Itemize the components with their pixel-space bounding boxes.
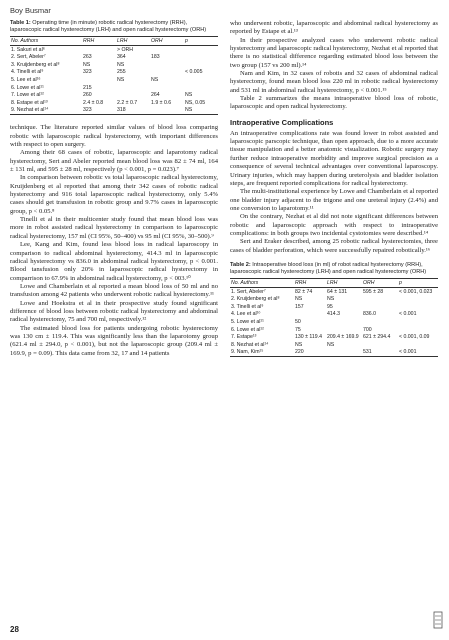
table-cell: 323 (83, 69, 92, 76)
table-cell: 595 ± 28 (363, 288, 384, 295)
table-cell: 7. Lowe et al¹² (11, 92, 44, 99)
table-cell: 2.2 ± 0.7 (117, 99, 138, 106)
paragraph: Lee, Kang and Kim, found less blood loss in radical laparoscopy in comparison to radical abdominal hysterectomy, 414.3 ml in laparoscopic radical hysterectomy vs 836.0 in abdominal radical hysterectomy, p < 0.001. Blood tansfusion only 20% in laparoscopic radical hysterectomy in comparrison to 67.9% in abdominal radical hysterectomy, p < 003.¹⁰ (10, 241, 218, 282)
table-cell (362, 341, 398, 349)
column-header: ORH (150, 37, 184, 46)
table-cell: < 0.001, 0.09 (399, 334, 430, 341)
table2-caption-label: Table 2: (230, 261, 251, 268)
table-cell: 4. Lee et al¹⁰ (231, 311, 261, 318)
table-cell: 5. Lee et al¹⁶ (11, 76, 41, 83)
paragraph: technique. The literature reported similar values of blood loss comparing robotic with laparoscopic radical hysterectomy, with important differences with respect to open surgery. (10, 124, 218, 149)
table-row (230, 311, 438, 319)
table-row (10, 69, 218, 77)
paragraph: Among their 68 cases of robotic, laparoscopic and laparotomy radical hysterectomy, Sert and Abeler reported mean blood loss was 82 ± 74 ml, 164 ± 131 ml, and 595 ± 28 ml, respectively (p < 0.001, p = 0.023).⁷ (10, 149, 218, 174)
paragraph: Nam and Kim, in 32 cases of robotis and 32 cases of abdominal radical hysterectomy, found mean blood loss 220 ml in robotic radical hysterectomy and 531 ml in abdominal radical hysterectomy, p < 0.001.¹⁵ (230, 70, 438, 94)
table-cell: NS (151, 76, 159, 83)
table-row (230, 303, 438, 311)
table1-caption-text: Operating time (in minute) robotic radical hysterectomy (RRH), laparoscopic radical hysterectomy (LRH) and open radical hysterectomy (ORH) (10, 20, 207, 33)
paragraph: An intraoperative complications rate was found lower in robot assisted and laparoscopic parscopic technique, than open approach, due to a more accurate tissue manipulation and a better anatomic visualization. Robotic surgery may further reduce intraoperative morbidity and improve surgical precision as a consequence of several technical advantages over conventional laparoscopy. Urinary injuries, which may happen during ureterolysis and bladder isolation steps, are frequent reported complications for radical hysterectomy. (230, 129, 438, 187)
table-cell (116, 92, 150, 100)
table-cell: 220 (294, 349, 326, 357)
column-header: No. Authors (10, 37, 82, 46)
paragraph: The multi-institutional experience by Lowe and Chamberlain et al reported one bladder injury adjacent to the trigone and one ureteral injury (2.4%) and one conversion to laparotomy.¹¹ (230, 188, 438, 212)
table-cell: 3. Tinelli et al⁹ (231, 303, 264, 310)
column-header: LRH (116, 37, 150, 46)
table-cell: NS (184, 107, 218, 115)
table-cell: 64 ± 131 (327, 288, 348, 295)
column-header: LRH (326, 278, 362, 287)
table-cell: NS, 0.05 (185, 99, 206, 106)
table-cell: NS (295, 296, 303, 303)
table-cell (184, 76, 218, 84)
table1-caption (10, 20, 218, 34)
table-cell: 255 (117, 69, 126, 76)
table-cell (150, 69, 184, 77)
table-cell: < 0.005 (185, 69, 203, 76)
table-cell: 531 (362, 349, 398, 357)
table-cell: 130 ± 119.4 (295, 334, 322, 341)
table-cell (150, 46, 184, 54)
table-row (10, 99, 218, 107)
table-row (10, 54, 218, 62)
table-cell (184, 54, 218, 62)
section-heading: Intraoperative Complications (230, 117, 334, 127)
table-row (10, 61, 218, 69)
table-cell: 8. Estape et al¹³ (11, 99, 48, 106)
table-cell (150, 61, 184, 69)
paragraph: who underwent robotic, laparoscopic and abdominal radical hysterectomy as reported by Estape et al.¹³ (230, 20, 438, 36)
table-cell: 364 (117, 54, 126, 61)
paragraph: In their prospective analyzed cases who underwent robotic radical hysterectomy and laparoscopic radical hysterectomy, Nezhat et al reported that there is no statistical difference regarding estimated blood loss between the two group (157 vs 200 ml).¹⁴ (230, 36, 438, 69)
table-cell: 3. Kruijdenberg et al⁸ (11, 61, 60, 68)
table-cell: 264 (151, 92, 160, 99)
table-cell (398, 318, 438, 326)
table-cell: 183 (151, 54, 160, 61)
table-row (10, 76, 218, 84)
table-cell: NS (327, 296, 335, 303)
table-cell: 9. Nam, Kim¹⁵ (230, 349, 294, 357)
table-cell (116, 84, 150, 92)
right-body-text-bottom (230, 130, 438, 255)
table-cell: 323 (82, 107, 116, 115)
table-cell (150, 107, 184, 115)
table-row (10, 92, 218, 100)
table-cell: 7. Estape¹³ (231, 334, 257, 341)
table-cell: < 0.001, 0.023 (399, 288, 433, 295)
table-cell: 414.3 (327, 311, 340, 318)
paragraph: Lowe and Hoekstra et al in their prospective study found significant difference of blood loss between robotic radical hysterectomy and abdominal radical hysterectomy, 75 and 700 ml, respectively.¹² (10, 299, 218, 324)
table-cell (326, 349, 362, 357)
right-body-text-top (230, 20, 438, 112)
table-cell (184, 46, 218, 54)
table-cell: 260 (83, 92, 92, 99)
table-cell: 6. Lowe et al¹¹ (11, 84, 44, 91)
table-cell (150, 84, 184, 92)
table1-caption-label: Table 1: (10, 20, 31, 26)
column-header: p (398, 278, 438, 287)
table-cell: 5. Lowe et al¹¹ (231, 318, 264, 325)
page-number: 28 (10, 625, 19, 634)
left-body-text (10, 124, 218, 358)
table-cell (326, 318, 362, 326)
column-header: p (184, 37, 218, 46)
table-row (230, 349, 438, 357)
paragraph: Sert and Eraker described, among 25 robotic radical hysterectomies, three cases of bladder perforation, which were successfully repaired robotically.¹⁶ (230, 238, 438, 254)
table-cell: 82 ± 74 (295, 288, 313, 295)
table-cell (398, 326, 438, 334)
table-cell: NS (117, 61, 125, 68)
table-row (230, 341, 438, 349)
table-cell: 209.4 ± 169.9 (327, 334, 359, 341)
paragraph: Table 2 summarizes the means intraoperative blood loss of robotic, laparoscopic and open radical hysterectomy. (230, 95, 438, 111)
column-header: RRH (294, 278, 326, 287)
table-cell (362, 303, 398, 311)
table-cell: NS (295, 341, 303, 348)
table-cell: 9. Nezhat et al¹⁴ (10, 107, 82, 115)
table-cell (362, 318, 398, 326)
table-cell: 318 (116, 107, 150, 115)
table-cell: NS (83, 61, 91, 68)
table-cell (184, 61, 218, 69)
table-row (10, 46, 218, 54)
table-cell: NS (185, 92, 193, 99)
table-cell: 95 (327, 303, 333, 310)
column-header: No. Authors (230, 278, 294, 287)
table-cell: 50 (295, 318, 301, 325)
table-cell (362, 296, 398, 304)
table-cell (398, 296, 438, 304)
table-row (230, 296, 438, 304)
column-header: ORH (362, 278, 398, 287)
table-cell (398, 303, 438, 311)
table-cell: 2. Sert, Abeler⁷ (11, 54, 46, 61)
table-row (10, 84, 218, 92)
paragraph: In comparison between robotic vs total laparoscopic radical hysterectomy, Kruijdenberg et al reported that among their 342 cases of robotic radical hysterectomy and 916 total laparoscopic radical hysterectomy, only 5.4% cases should get transfusion in robotic group and 9.7% cases in laparoscopic group, p < 0.05.⁸ (10, 174, 218, 215)
table2-blood-loss (230, 278, 438, 357)
table-cell: < 0.001 (398, 349, 438, 357)
table-cell: < 0.001 (399, 311, 417, 318)
table-row (10, 107, 218, 115)
left-column (10, 20, 218, 358)
table-cell: 2.4 ± 0.8 (83, 99, 104, 106)
column-header: RRH (82, 37, 116, 46)
paragraph: Lowe and Chamberlain et al reported a mean blood loss of 50 ml and no transfusion among 42 patients who underwent robotic radical hysterectomy.¹¹ (10, 282, 218, 299)
table-row (230, 287, 438, 295)
table-cell (82, 46, 116, 54)
table-row (230, 334, 438, 342)
table-cell: > ORH (117, 46, 133, 53)
right-column (230, 20, 438, 357)
table-cell: 4. Tinelli et al⁹ (11, 69, 44, 76)
table-cell (398, 341, 438, 349)
table-cell: 621 ± 294.4 (363, 334, 391, 341)
table-cell (184, 84, 218, 92)
table-cell: 157 (295, 303, 304, 310)
table-cell (326, 326, 362, 334)
table-cell: NS (327, 341, 335, 348)
table-cell: 6. Lowe et al¹² (231, 326, 264, 333)
table-cell: 263 (83, 54, 92, 61)
table2-caption (230, 262, 438, 276)
paragraph: On the contrary, Nezhat et al did not note significant differences between robotic and laparoscopic approach with respect to intraoperative complications: in both groups two incidental cystotomies were described.¹⁴ (230, 213, 438, 237)
table-cell: 836.0 (363, 311, 376, 318)
table1-operating-time (10, 36, 218, 115)
table-cell: 8. Nezhat et al¹⁴ (231, 341, 269, 348)
table-cell (82, 76, 116, 84)
table-cell: 1. Sert, Abeler⁷ (231, 288, 266, 295)
table-cell: NS (117, 76, 125, 83)
running-header: Boy Busmar (10, 6, 51, 15)
paragraph: Tinelli et al in their multicenter study found that mean blood loss was more in robot assisted radical hysterectomy in comparison to laparoscopic radical hysterectomy, 157 ml (CI 95%, 50–400) vs 95 ml (CI 95%, 30–500).⁹ (10, 216, 218, 240)
publisher-logo-icon (433, 610, 443, 630)
paragraph: The estimated blood loss for patients undergoing robotic hysterectomy was 130 cm ± 119.4. This was significantly less than the laparotomy group (621.4 ml ± 294.0, p < 0.001), but not the laparoscopic group (209.4 ml ± 169.9, p = 0.09). This data came from 32, 17 and 14 patients (10, 324, 218, 357)
table2-caption-text: Intraoperative blood loss (in ml) of robot radical hysterectomy (RRH), laparoscopic radical hysterectomy (LRH) and open radical hysterectomy (ORH) (230, 261, 427, 275)
table-cell: 1. Sakuri et al⁶ (11, 46, 45, 53)
table-cell: 1.9 ± 0.6 (151, 99, 172, 106)
table-row (230, 326, 438, 334)
table-cell: 700 (363, 326, 372, 333)
table-row (230, 318, 438, 326)
table-cell: 2. Kruijdenberg et al⁸ (231, 296, 280, 303)
table-cell: 215 (83, 84, 92, 91)
table-cell (294, 311, 326, 319)
table-cell: 75 (295, 326, 301, 333)
